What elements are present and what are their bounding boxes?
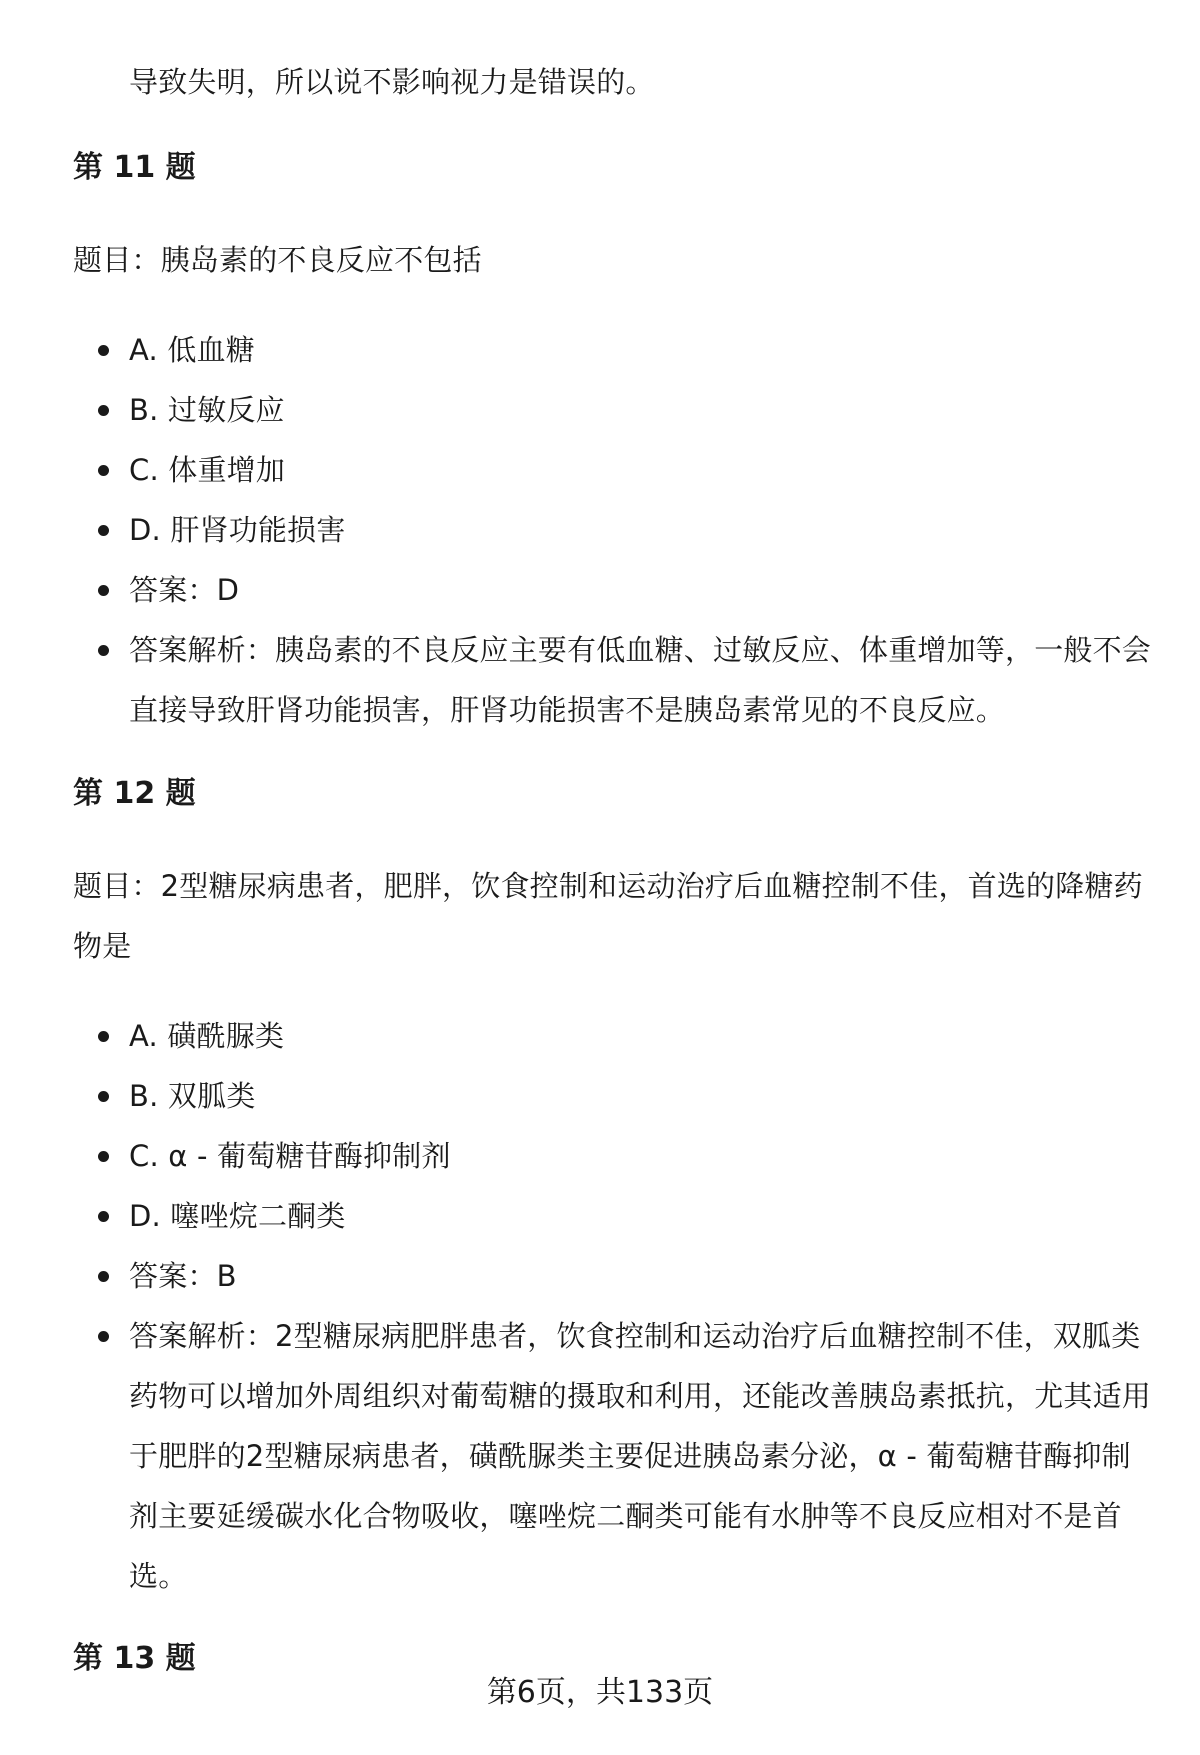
answer: 答案：B bbox=[0, 1246, 1200, 1306]
answer-explanation: 答案解析：胰岛素的不良反应主要有低血糖、过敏反应、体重增加等，一般不会直接导致肝肾功能损害，肝肾功能损害不是胰岛素常见的不良反应。 bbox=[0, 620, 1200, 740]
option-b: B. 双胍类 bbox=[0, 1066, 1200, 1126]
question-stem-12: 题目：2型糖尿病患者，肥胖，饮食控制和运动治疗后血糖控制不佳，首选的降糖药物是 bbox=[73, 869, 1143, 963]
option-a: A. 低血糖 bbox=[0, 320, 1200, 380]
option-d: D. 肝肾功能损害 bbox=[0, 500, 1200, 560]
answer: 答案：D bbox=[0, 560, 1200, 620]
question-heading-13: 第 13 题 bbox=[73, 1641, 196, 1676]
question-heading-12: 第 12 题 bbox=[73, 776, 196, 811]
question-options-11 bbox=[0, 320, 1200, 740]
question-options-12 bbox=[0, 1006, 1200, 1606]
page-footer: 第6页，共133页 bbox=[486, 1675, 714, 1710]
question-stem-11: 题目：胰岛素的不良反应不包括 bbox=[73, 243, 482, 277]
continuation-text: 导致失明，所以说不影响视力是错误的。 bbox=[129, 65, 655, 99]
question-heading-11: 第 11 题 bbox=[73, 150, 196, 185]
option-c: C. α - 葡萄糖苷酶抑制剂 bbox=[0, 1126, 1200, 1186]
answer-explanation: 答案解析：2型糖尿病肥胖患者，饮食控制和运动治疗后血糖控制不佳，双胍类药物可以增加外周组织对葡萄糖的摄取和利用，还能改善胰岛素抵抗，尤其适用于肥胖的2型糖尿病患者，磺酰脲类主要促进胰岛素分泌，α - 葡萄糖苷酶抑制剂主要延缓碳水化合物吸收，噻唑烷二酮类可能有水肿等不良反应相对不是首选。 bbox=[0, 1306, 1200, 1606]
option-a: A. 磺酰脲类 bbox=[0, 1006, 1200, 1066]
option-c: C. 体重增加 bbox=[0, 440, 1200, 500]
option-d: D. 噻唑烷二酮类 bbox=[0, 1186, 1200, 1246]
option-b: B. 过敏反应 bbox=[0, 380, 1200, 440]
